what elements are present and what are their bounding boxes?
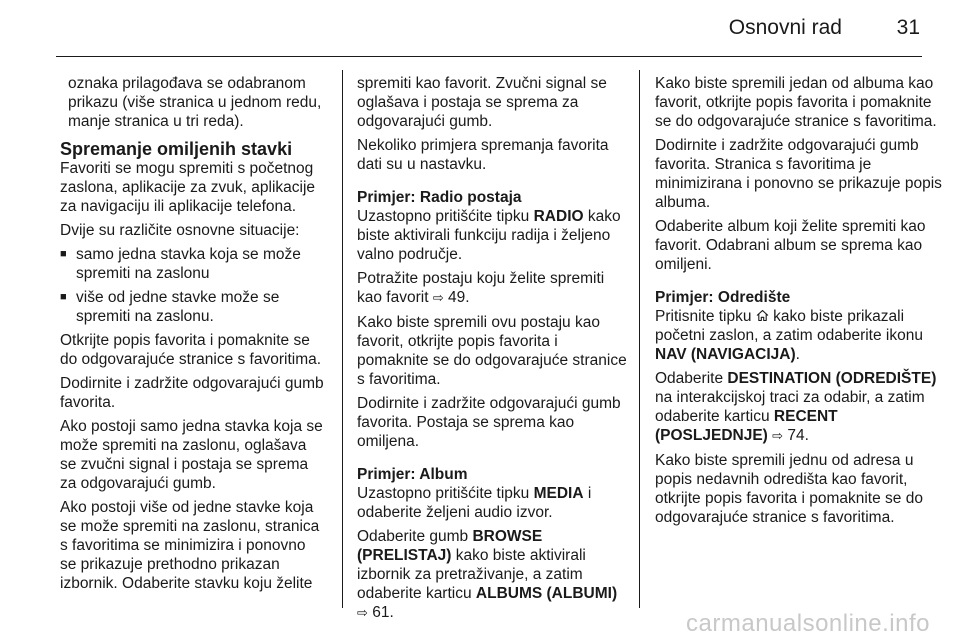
paragraph: Kako biste spremili jednu od adresa u popis nedavnih odredišta kao favorit, otkrijte popis favorita i pomaknite se do odgovarajuće stranice s favoritima.: [655, 452, 923, 526]
paragraph: Uzastopno pritišćite tipku RADIO kako biste aktivirali funkciju radija i željeno valno područje.: [357, 208, 621, 263]
tab-label: ALBUMS (ALBUMI): [475, 585, 618, 602]
paragraph: oznaka prilagođava se odabranom prikazu (više stranica u jednom redu, manje stranica u tri reda).: [68, 75, 322, 130]
list-item: [60, 245, 326, 283]
page-reference-arrow-icon: ⇨: [432, 291, 444, 306]
paragraph: spremiti kao favorit. Zvučni signal se oglašava i postaja se sprema za odgovarajući gumb.: [357, 75, 607, 130]
paragraph: Dodirnite i zadržite odgovarajući gumb favorita. Stranica s favoritima je minimizirana i ponovno se prikazuje popis albuma.: [655, 137, 942, 211]
chapter-title: Osnovni rad: [728, 16, 842, 39]
square-bullet-icon: ■: [60, 291, 67, 303]
page-reference-arrow-icon: ⇨: [772, 429, 784, 444]
column-divider: [342, 70, 343, 608]
paragraph: Otkrijte popis favorita i pomaknite se do odgovarajuće stranice s favoritima.: [60, 332, 322, 368]
column-right: [655, 74, 949, 532]
column-middle: [357, 74, 628, 628]
paragraph: Kako biste spremili jedan od albuma kao favorit, otkrijte popis favorita i pomaknite se do odgovarajuće stranice s favoritima.: [655, 75, 937, 130]
icon-label: NAV (NAVIGACIJA): [655, 346, 796, 363]
paragraph: Ako postoji samo jedna stavka koja se može spremiti na zaslonu, oglašava se zvučni signal i postaja se sprema za odgovarajući gumb.: [60, 418, 323, 492]
page-reference: 74.: [787, 427, 809, 444]
paragraph: Favoriti se mogu spremiti s početnog zaslona, aplikacije za zvuk, aplikacije za navigaciju ili aplikacije telefona.: [60, 160, 316, 215]
page-reference: 49.: [448, 289, 470, 306]
page-reference: 61.: [372, 604, 394, 621]
paragraph: Pritisnite tipku kako biste prikazali početni zaslon, a zatim odaberite ikonu NAV (NAVIGACIJA).: [655, 308, 923, 363]
paragraph: Kako biste spremili ovu postaju kao favorit, otkrijte popis favorita i pomaknite se do odgovarajuće stranice s favoritima.: [357, 314, 627, 388]
column-divider: [639, 70, 640, 608]
key-label: RADIO: [533, 208, 584, 225]
column-left: [60, 74, 326, 598]
page-header: [0, 16, 960, 56]
paragraph: Potražite postaju koju želite spremiti kao favorit ⇨ 49.: [357, 270, 605, 306]
example-heading: Primjer: Album: [357, 466, 468, 483]
paragraph: Odaberite DESTINATION (ODREDIŠTE) na interakcijskoj traci za odabir, a zatim odaberite karticu RECENT (POSLJEDNJE) ⇨ 74.: [655, 370, 937, 444]
paragraph: Uzastopno pritišćite tipku MEDIA i odaberite željeni audio izvor.: [357, 485, 592, 521]
watermark: carmanualsonline.info: [686, 610, 930, 637]
list-item-text: samo jedna stavka koja se može spremiti na zaslonu: [76, 246, 301, 282]
paragraph: Ako postoji više od jedne stavke koja se može spremiti na zaslonu, stranica s favoritima se minimizira i ponovno se prikazuje prethodno prikazan izbornik. Odaberite stavku koju želite: [60, 499, 320, 592]
paragraph: Dvije su različite osnovne situacije:: [60, 222, 300, 239]
tab-label: RECENT (POSLJEDNJE): [655, 408, 838, 444]
paragraph: Odaberite album koji želite spremiti kao favorit. Odabrani album se sprema kao omiljeni.: [655, 218, 926, 273]
paragraph: Nekoliko primjera spremanja favorita dati su u nastavku.: [357, 137, 609, 173]
list-item: [60, 288, 326, 326]
button-label: DESTINATION (ODREDIŠTE): [727, 370, 937, 387]
key-label: MEDIA: [533, 485, 584, 502]
paragraph: Odaberite gumb BROWSE (PRELISTAJ) kako biste aktivirali izbornik za pretraživanje, a zatim odaberite karticu ALBUMS (ALBUMI) ⇨ 61.: [357, 528, 618, 621]
paragraph: Dodirnite i zadržite odgovarajući gumb favorita.: [60, 375, 324, 411]
header-rule: [56, 56, 922, 57]
example-heading: Primjer: Odredište: [655, 289, 791, 306]
section-heading: Spremanje omiljenih stavki: [60, 139, 293, 159]
list-item-text: više od jedne stavke može se spremiti na zaslonu.: [76, 289, 280, 325]
button-label: BROWSE (PRELISTAJ): [357, 528, 543, 564]
example-heading: Primjer: Radio postaja: [357, 189, 522, 206]
home-icon: [756, 308, 769, 325]
page-reference-arrow-icon: ⇨: [357, 606, 368, 621]
square-bullet-icon: ■: [60, 248, 67, 260]
page-number: 31: [896, 16, 920, 39]
paragraph: Dodirnite i zadržite odgovarajući gumb favorita. Postaja se sprema kao omiljena.: [357, 395, 621, 450]
